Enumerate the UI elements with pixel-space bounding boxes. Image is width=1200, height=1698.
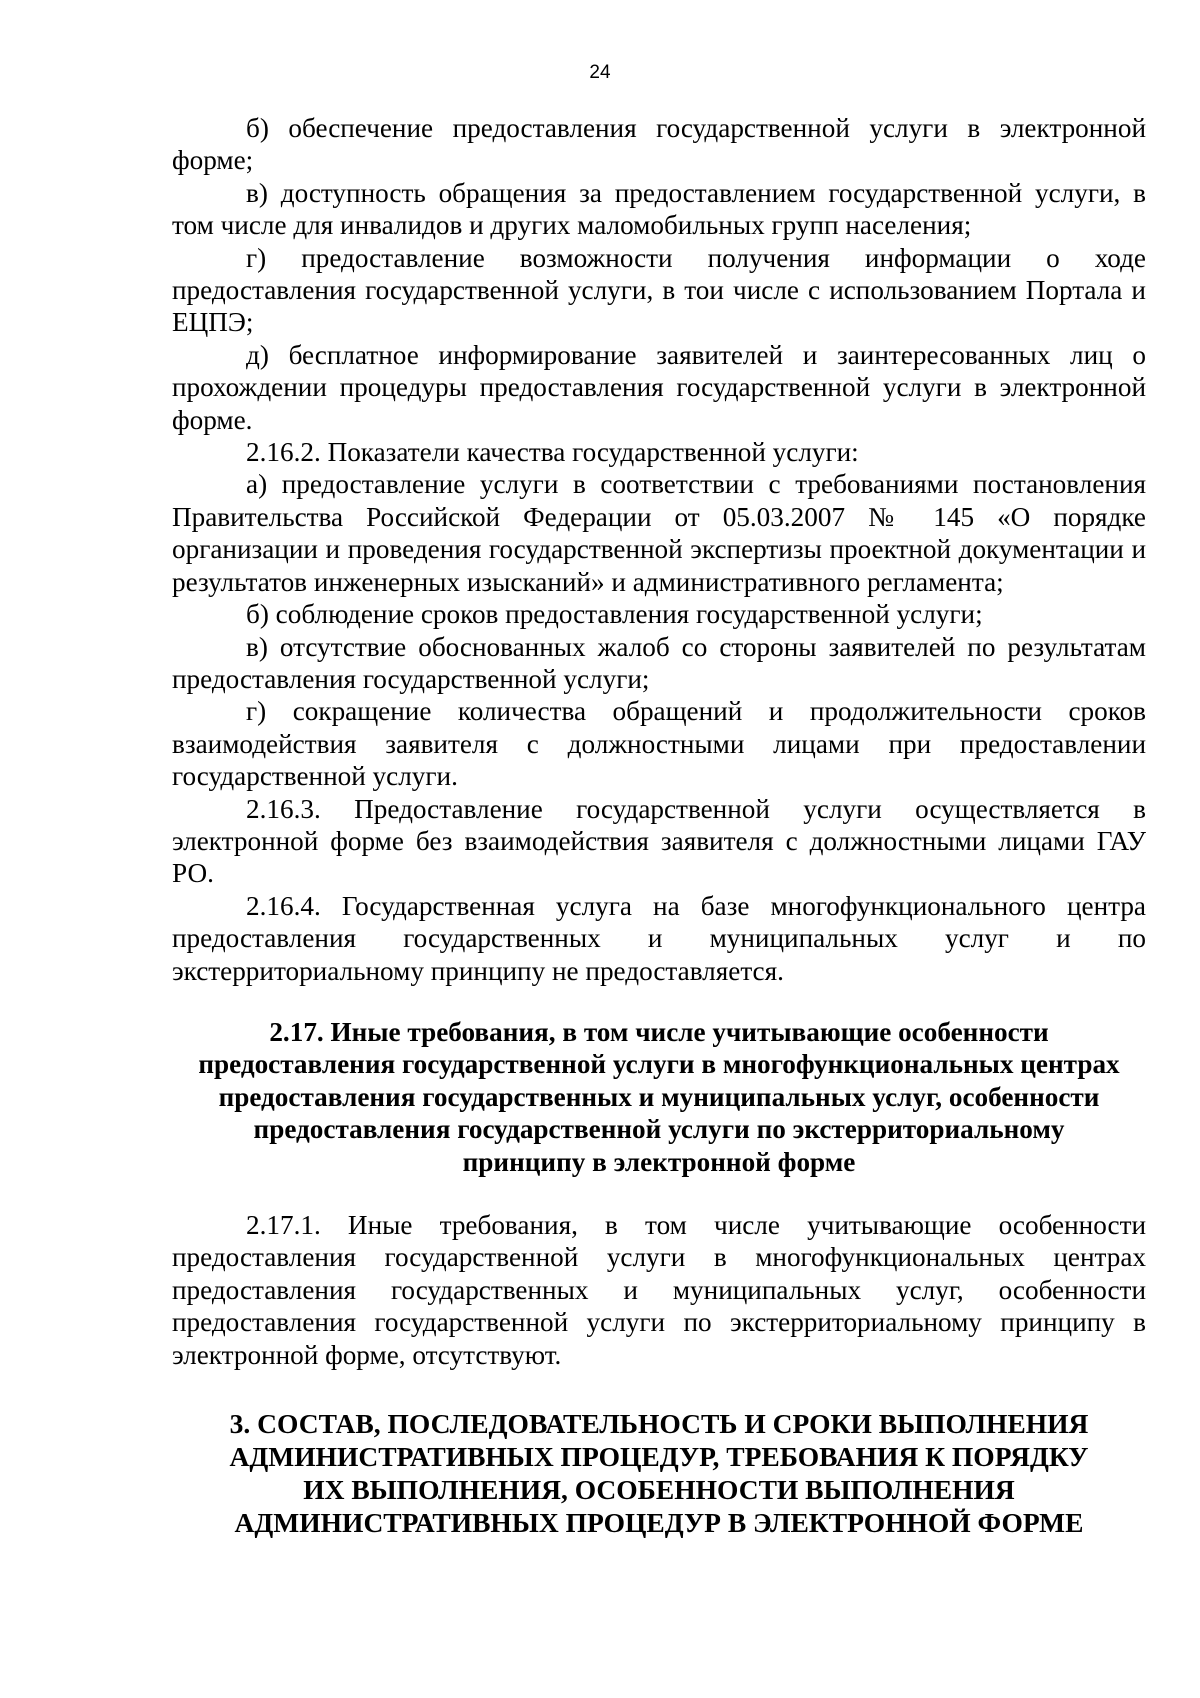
- heading-line: 2.17. Иные требования, в том числе учитывающие особенности: [269, 1016, 1049, 1047]
- paragraph-v-accessibility: в) доступность обращения за предоставлением государственной услуги, в том числе для инвалидов и других маломобильных групп населения;: [172, 177, 1146, 241]
- section-heading-3: [172, 1407, 1146, 1539]
- paragraph-g-progress-info: г) предоставление возможности получения информации о ходе предоставления государственной услуги, в тои числе с использованием Портала и ЕЦПЭ;: [172, 242, 1146, 338]
- paragraph-v-no-complaints: в) отсутствие обоснованных жалоб со стороны заявителей по результатам предоставления государственной услуги;: [172, 631, 1146, 694]
- section-heading-2-17: [172, 1016, 1146, 1178]
- heading-line: предоставления государственной услуги в многофункциональных центрах: [198, 1049, 1120, 1080]
- paragraph-g-reduction: г) сокращение количества обращений и продолжительности сроков взаимодействия заявителя с должностными лицами при предоставлении государственной услуги.: [172, 696, 1146, 792]
- paragraph-2-16-4: 2.16.4. Государственная услуга на базе многофункционального центра предоставления государственных и муниципальных услуг и по экстерриториальному принципу не предоставляется.: [172, 890, 1146, 986]
- paragraph-2-16-2: 2.16.2. Показатели качества государственной услуги:: [246, 437, 859, 468]
- heading-line: 3. СОСТАВ, ПОСЛЕДОВАТЕЛЬНОСТЬ И СРОКИ ВЫПОЛНЕНИЯ: [229, 1408, 1089, 1440]
- paragraph-a-compliance: а) предоставление услуги в соответствии с требованиями постановления Правительства Российской Федерации от 05.03.2007 № 145 «О порядке организации и проведения государственной экспертизы проектной документации и результатов инженерных изысканий» и административного регламента;: [172, 469, 1146, 597]
- page-number: 24: [589, 62, 611, 83]
- heading-line: АДМИНИСТРАТИВНЫХ ПРОЦЕДУР В ЭЛЕКТРОННОЙ ФОРМЕ: [234, 1507, 1084, 1539]
- heading-line: АДМИНИСТРАТИВНЫХ ПРОЦЕДУР, ТРЕБОВАНИЯ К ПОРЯДКУ: [229, 1441, 1089, 1473]
- paragraph-2-16-3: 2.16.3. Предоставление государственной услуги осуществляется в электронной форме без взаимодействия заявителя с должностными лицами ГАУ РО.: [172, 793, 1146, 889]
- heading-line: принципу в электронной форме: [462, 1146, 856, 1177]
- paragraph-d-free-informing: д) бесплатное информирование заявителей и заинтересованных лиц о прохождении процедуры предоставления государственной услуги в электронной форме.: [172, 339, 1146, 435]
- paragraph-b-deadlines: б) соблюдение сроков предоставления государственной услуги;: [246, 599, 983, 630]
- paragraph-b-electronic-form: б) обеспечение предоставления государственной услуги в электронной форме;: [172, 113, 1146, 176]
- heading-line: предоставления государственных и муниципальных услуг, особенности: [218, 1081, 1100, 1112]
- heading-line: предоставления государственной услуги по экстерриториальному: [253, 1114, 1065, 1145]
- document-body: [172, 112, 1146, 1539]
- heading-line: ИХ ВЫПОЛНЕНИЯ, ОСОБЕННОСТИ ВЫПОЛНЕНИЯ: [303, 1474, 1015, 1506]
- paragraph-2-17-1: 2.17.1. Иные требования, в том числе учитывающие особенности предоставления государственной услуги в многофункциональных центрах предоставления государственных и муниципальных услуг, особенности предоставления государственной услуги по экстерриториальному принципу в электронной форме, отсутствуют.: [172, 1210, 1146, 1370]
